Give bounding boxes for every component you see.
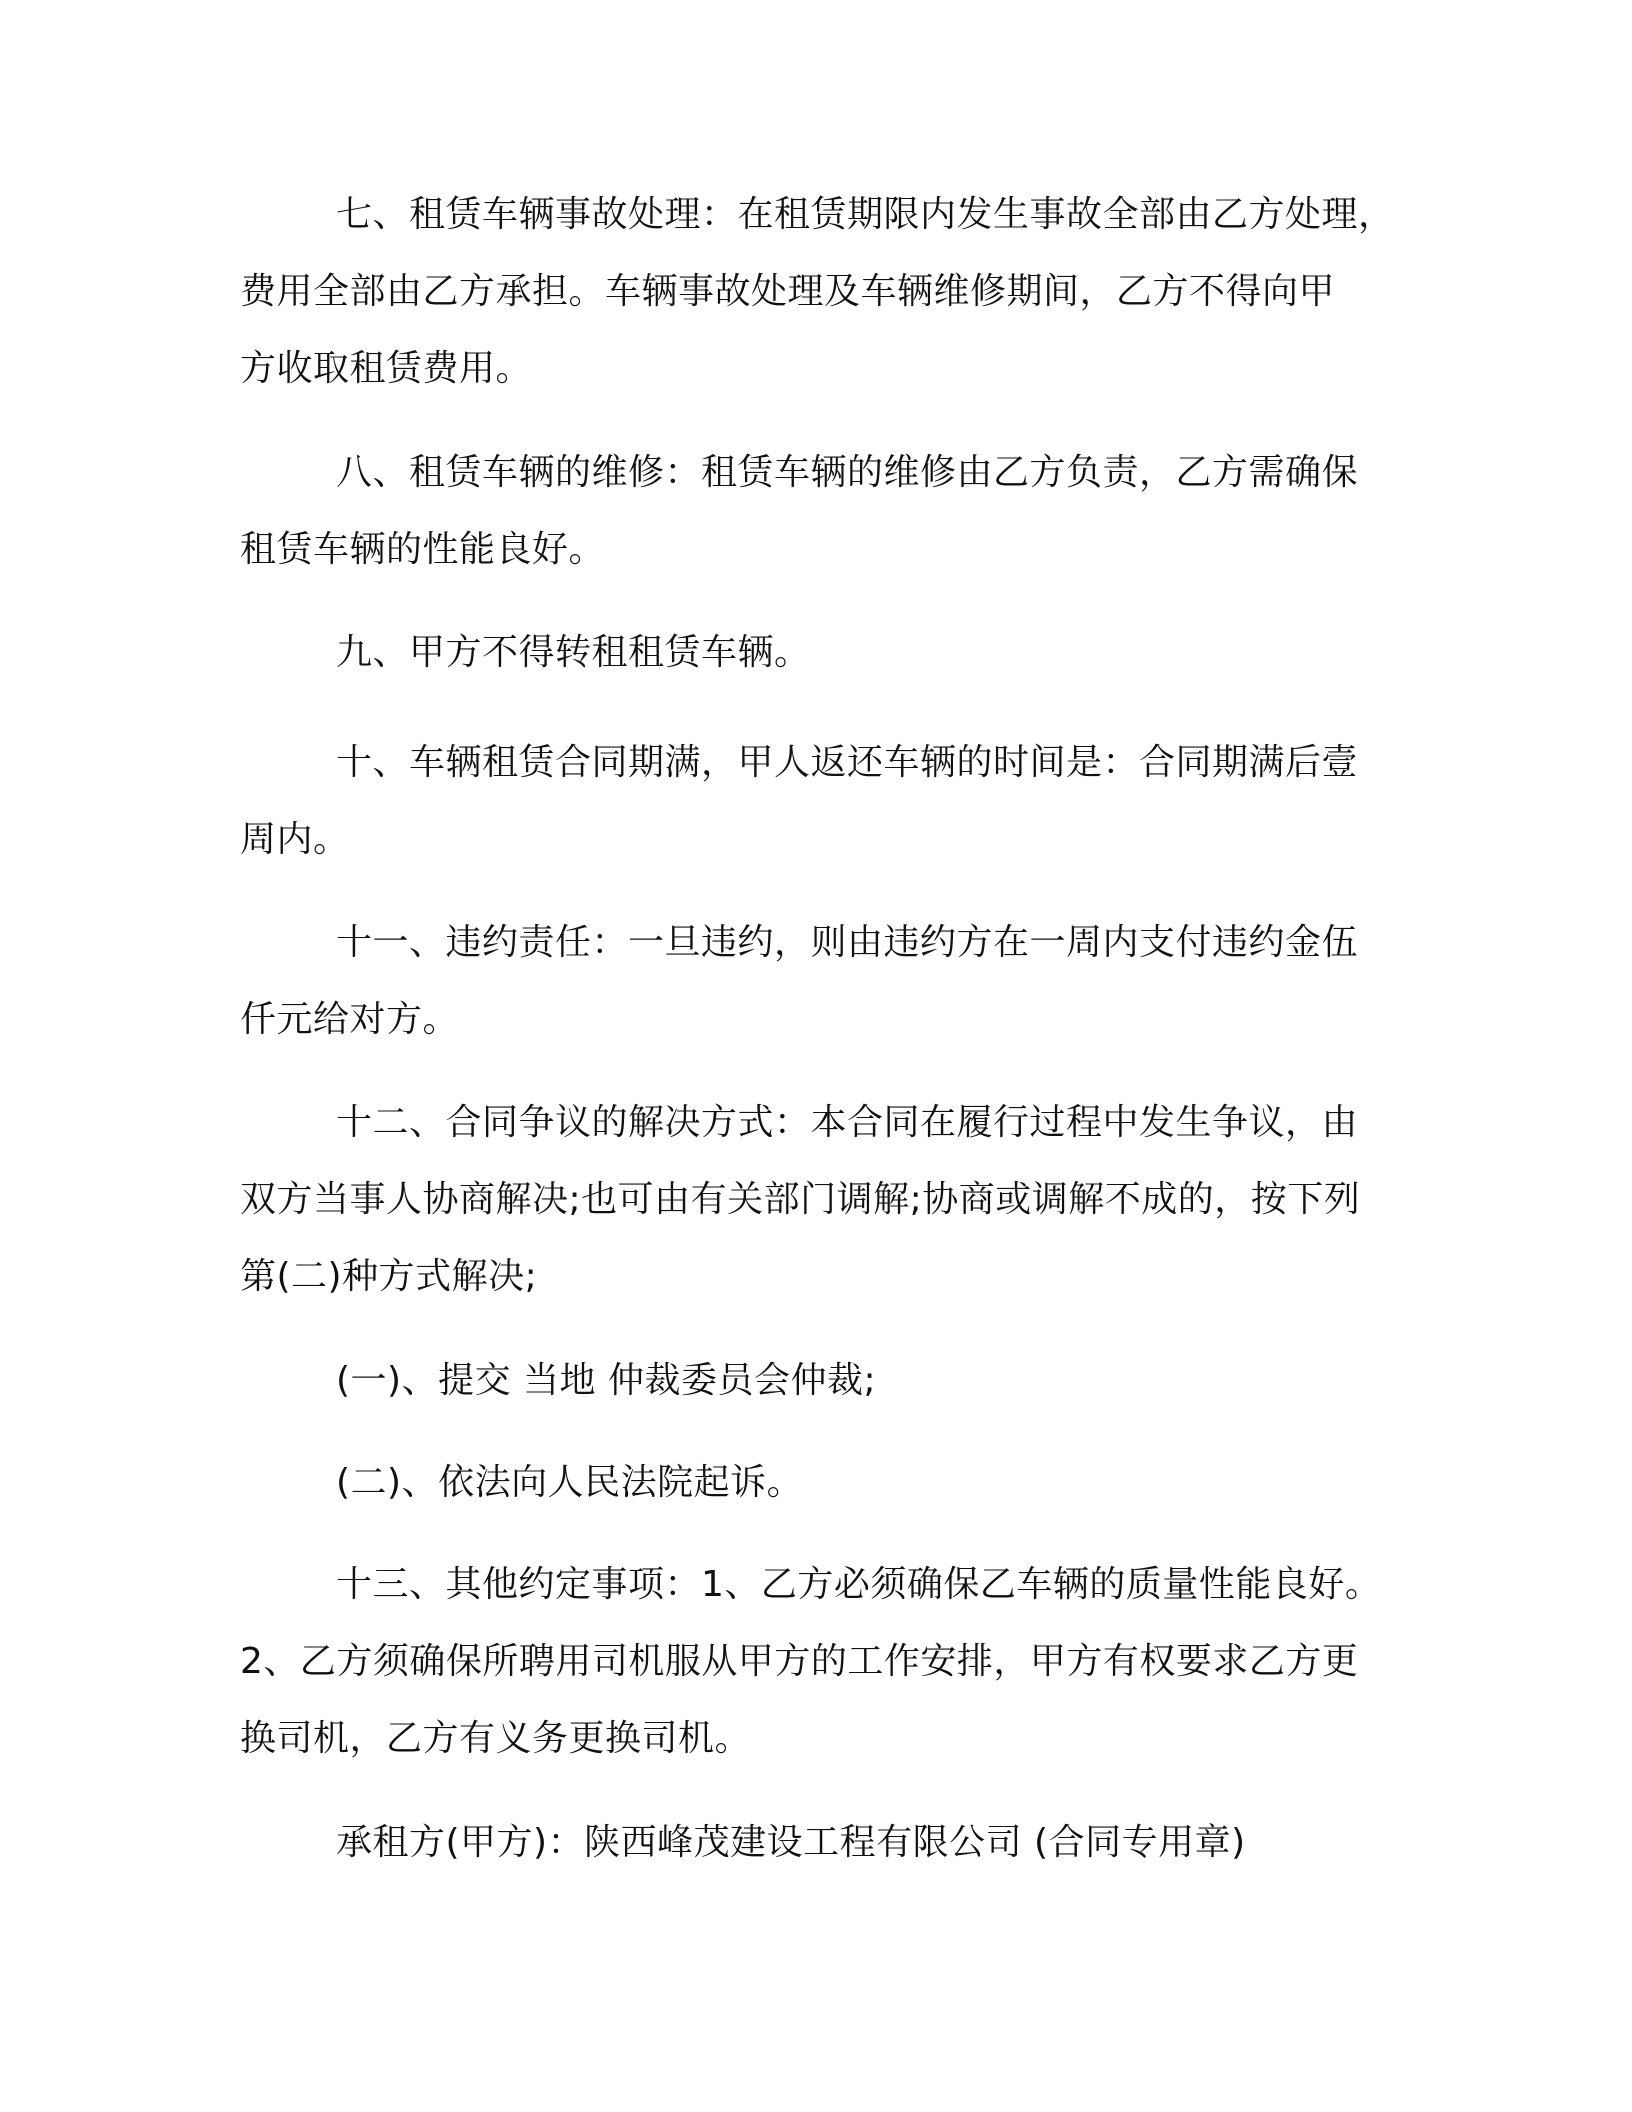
clause-11-line-1: 十一、违约责任：一旦违约，则由违约方在一周内支付违约金伍 [336, 922, 1359, 963]
clause-7-line-2: 费用全部由乙方承担。车辆事故处理及车辆维修期间，乙方不得向甲 [240, 271, 1336, 312]
clause-12-line-1: 十二、合同争议的解决方式：本合同在履行过程中发生争议，由 [336, 1102, 1359, 1143]
clause-10-line-1: 十、车辆租赁合同期满，甲人返还车辆的时间是：合同期满后壹 [336, 742, 1359, 783]
clause-12-option-2 [240, 1444, 1390, 1521]
clause-11 [240, 904, 1390, 1058]
lessee-party-a: 承租方(甲方)：陕西峰茂建设工程有限公司 (合同专用章) [336, 1822, 1246, 1863]
clause-9-line-1: 九、甲方不得转租租赁车辆。 [336, 632, 811, 673]
clause-10-line-2: 周内。 [240, 819, 350, 860]
clause-12-line-2: 双方当事人协商解决;也可由有关部门调解;协商或调解不成的，按下列 [240, 1179, 1361, 1220]
clause-11-line-2: 仟元给对方。 [240, 999, 460, 1040]
clause-8-line-1: 八、租赁车辆的维修：租赁车辆的维修由乙方负责，乙方需确保 [336, 452, 1359, 493]
clause-12-option-1-line: (一)、提交 当地 仲裁委员会仲裁; [336, 1360, 877, 1401]
clause-12-option-1 [240, 1342, 1390, 1419]
clause-13 [240, 1546, 1390, 1777]
clause-12 [240, 1084, 1390, 1315]
clause-13-line-1: 十三、其他约定事项：1、乙方必须确保乙车辆的质量性能良好。 [336, 1564, 1382, 1605]
clause-12-line-3: 第(二)种方式解决; [240, 1256, 538, 1297]
clause-8-line-2: 租赁车辆的性能良好。 [240, 529, 606, 570]
clause-9 [240, 614, 1390, 691]
clause-7-line-3: 方收取租赁费用。 [240, 348, 533, 389]
clause-7-line-1: 七、租赁车辆事故处理：在租赁期限内发生事故全部由乙方处理， [336, 194, 1395, 235]
clause-10 [240, 724, 1390, 878]
clause-8 [240, 434, 1390, 588]
clause-13-line-3: 换司机，乙方有义务更换司机。 [240, 1718, 752, 1759]
lessee-signature-line [240, 1804, 1390, 1881]
clause-13-line-2: 2、乙方须确保所聘用司机服从甲方的工作安排，甲方有权要求乙方更 [240, 1641, 1359, 1682]
clause-12-option-2-line: (二)、依法向人民法院起诉。 [336, 1462, 804, 1503]
clause-7 [240, 176, 1395, 407]
